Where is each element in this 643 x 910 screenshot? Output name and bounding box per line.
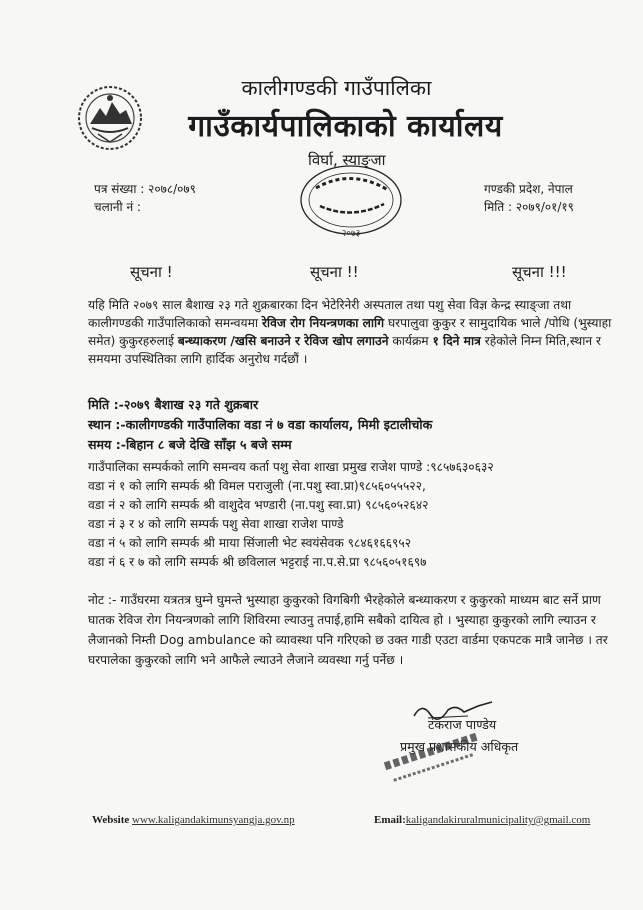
office-stamp — [296, 160, 406, 242]
contact-line: गाउँपालिका सम्पर्कको लागि समन्वय कर्ता पशु सेवा शाखा प्रमुख राजेश पाण्डे :९८५७६३०६३२ — [88, 460, 494, 474]
notice-heading-3: सूचना !!! — [512, 263, 567, 281]
event-time: समय :-बिहान ८ बजे देखि साँझ ५ बजे सम्म — [88, 437, 292, 452]
footer-website: Website www.kaligandakimunsyangja.gov.np — [92, 814, 295, 826]
reference-number: पत्र संख्या : २०७८/०७९ — [94, 182, 196, 196]
email-link[interactable]: kaligandakiruralmunicipality@gmail.com — [405, 814, 591, 826]
notice-paragraph: यहि मिति २०७९ साल बैशाख २३ गते शुक्रबारका दिन भेटेरिनेरी अस्पताल तथा पशु सेवा विज्ञ केन्द्र स्याङ्जा तथा कालीगण्डकी गाउँपालिकाको समन्वयमा रेविज रोग नियन्त्रणका लागि घरपालुवा कुकुर र सामुदायिक भाले /पोथि (भुस्याहा समेत) कुकुरहरुलाई बन्ध्याकरण /खसि बनाउने र रेविज खोप लगाउने कार्यक्रम १ दिने मात्र रहेकोले निम्न मिति,स्थान र समयमा उपस्थितिका लागि हार्दिक अनुरोध गर्दछौं । — [88, 298, 612, 366]
signatory-title: प्रमुख प्रशासकीय अधिकृत — [400, 739, 519, 754]
contact-line: वडा नं २ को लागि सम्पर्क श्री वाशुदेव भण्डारी (ना.पशु स्वा.प्रा) ९८५६०५२६४२ — [88, 498, 429, 512]
office-place: विर्घा, स्याङ्जा — [308, 151, 386, 169]
contact-line: वडा नं ३ र ४ को लागि सम्पर्क पशु सेवा शाखा राजेश पाण्डे — [88, 517, 344, 531]
notice-heading-1: सूचना ! — [130, 263, 173, 281]
contact-line: वडा नं ५ को लागि सम्पर्क श्री माया सिंजाली भेट स्वयंसेवक ९८४६१६६९५२ — [88, 536, 412, 550]
contact-line: वडा नं १ को लागि सम्पर्क श्री विमल पराजुली (ना.पशु स्वा.प्रा)९८५६०५५५२२, — [88, 479, 426, 493]
footer-email: Email:kaligandakiruralmunicipality@gmail.com — [374, 814, 591, 826]
province-name: गण्डकी प्रदेश, नेपाल — [484, 182, 573, 196]
svg-text:२०७३: २०७३ — [341, 229, 361, 239]
notice-heading-2: सूचना !! — [310, 263, 359, 281]
event-place: स्थान :-कालीगण्डकी गाउँपालिका वडा नं ७ वडा कार्यालय, मिमी इटालीचोक — [88, 417, 433, 432]
note-paragraph: नोट :- गाउँघरमा यत्रतत्र घुम्ने घुमन्ते भुस्याहा कुकुरको विगबिगी भैरहेकोले बन्ध्याकरण र कुकुरको माध्यम बाट सर्ने प्राण घातक रेविज रोग नियन्त्रणको लागि शिविरमा ल्याउनु तपाई,हामि सबैको दायित्व हो । भुस्याहा कुकुरको लागि ल्याउन र लैजानको निम्ती Dog ambulance को व्यावस्था पनि गरिएको छ उक्त गाडी एउटा वार्डमा एकपटक मात्रै जानेछ । तर घरपालेका कुकुरको लागि भने आफैले ल्याउने लैजाने व्यवस्था गर्नु पर्नेछ । — [88, 593, 608, 667]
signatory-name: टंकराज पाण्डेय — [428, 717, 497, 732]
website-link[interactable]: www.kaligandakimunsyangja.gov.np — [132, 814, 295, 826]
event-date: मिति :-२०७९ बैशाख २३ गते शुक्रबार — [88, 397, 259, 412]
letter-date: मिति : २०७९/०१/१९ — [484, 200, 574, 214]
office-title: गाउँकार्यपालिकाको कार्यालय — [188, 109, 503, 144]
signatory-stamp — [376, 720, 496, 790]
municipality-name: कालीगण्डकी गाउँपालिका — [241, 76, 432, 100]
dispatch-number: चलानी नं : — [94, 200, 141, 214]
contact-line: वडा नं ६ र ७ को लागि सम्पर्क श्री छविलाल भट्टराई ना.प.से.प्रा ९८५६०५१६९७ — [88, 555, 427, 569]
